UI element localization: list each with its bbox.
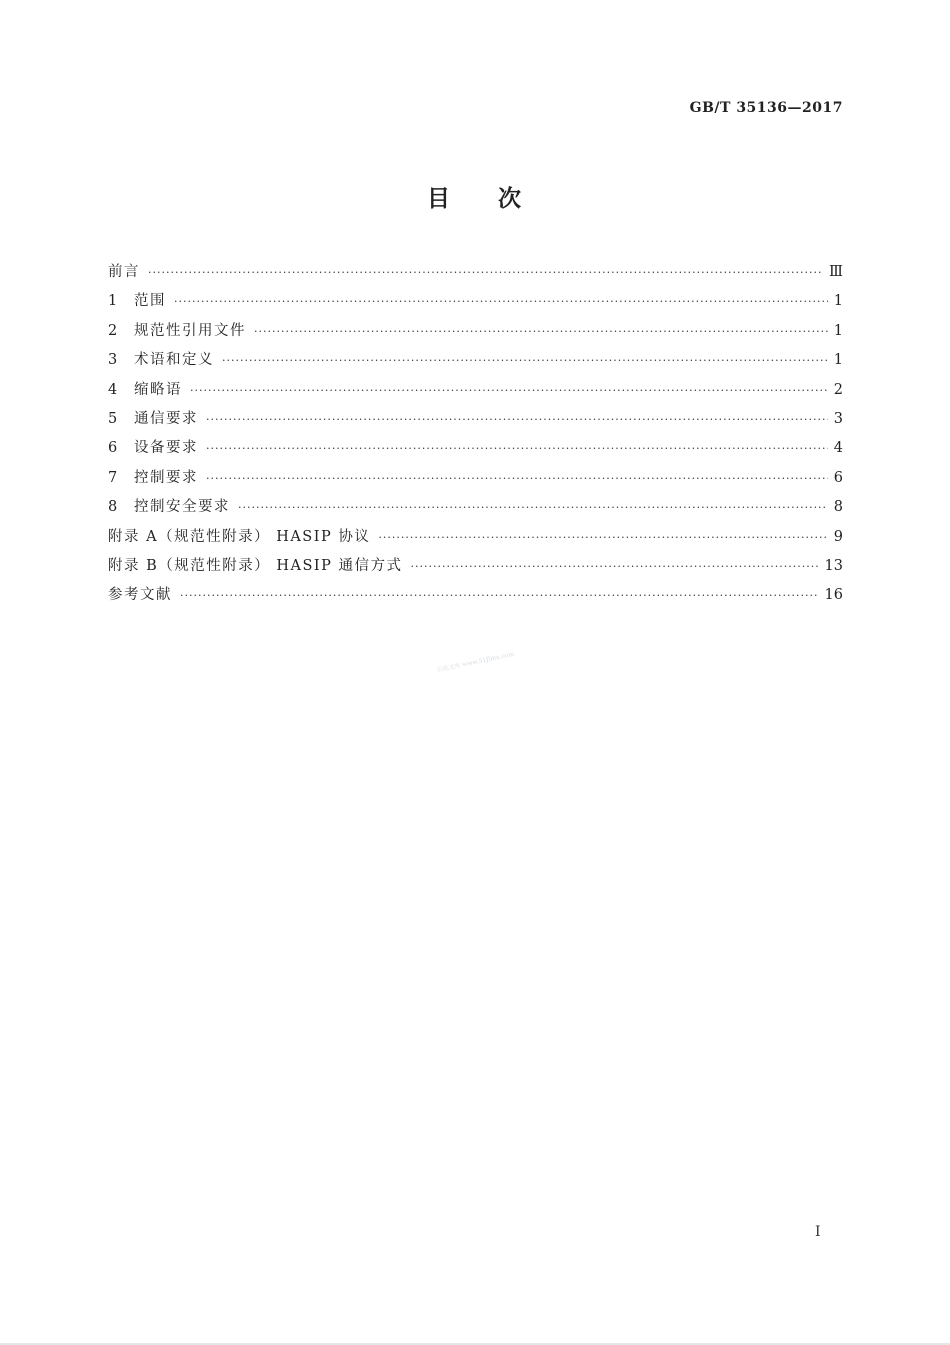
dot-leader (254, 317, 828, 346)
toc-entry-page: 1 (833, 293, 843, 310)
toc-entry-number: 8 (108, 499, 118, 516)
toc-entry-label: 参考文献 (108, 587, 172, 604)
dot-leader (206, 434, 828, 463)
page-number: I (815, 1224, 821, 1240)
dot-leader (206, 405, 828, 434)
dot-leader (148, 258, 823, 287)
toc-entry-page: 9 (833, 528, 843, 545)
toc-entry-number: 6 (108, 440, 118, 457)
toc-entry-label: 范围 (134, 293, 166, 310)
toc-entry-annex-b[interactable] (108, 552, 843, 581)
document-code: GB/T 35136—2017 (689, 100, 843, 116)
toc-entry-page: 2 (833, 381, 843, 398)
dot-leader (411, 552, 819, 581)
toc-entry-page: 16 (824, 587, 843, 604)
watermark: 石化文库 www.51Jlmu.com (436, 650, 515, 674)
toc-entry-label: 控制安全要求 (134, 499, 230, 516)
toc-entry-preface[interactable] (108, 258, 843, 287)
toc-entry-annex-a[interactable] (108, 523, 843, 552)
dot-leader (190, 376, 828, 405)
toc-entry-page: 6 (833, 469, 843, 486)
toc-entry-label: 设备要求 (134, 440, 198, 457)
toc-entry-terms-definitions[interactable] (108, 346, 843, 375)
dot-leader (238, 493, 828, 522)
toc-entry-page: Ⅲ (829, 264, 843, 280)
dot-leader (378, 523, 827, 552)
toc-entry-label: 附录 A（规范性附录） HASIP 协议 (108, 528, 371, 545)
table-of-contents (108, 258, 843, 611)
toc-entry-bibliography[interactable] (108, 581, 843, 610)
toc-entry-label: 附录 B（规范性附录） HASIP 通信方式 (108, 557, 403, 574)
toc-entry-number: 2 (108, 322, 118, 339)
toc-entry-number: 3 (108, 352, 118, 369)
toc-entry-page: 1 (833, 322, 843, 339)
toc-entry-label: 术语和定义 (134, 352, 214, 369)
toc-entry-control-requirements[interactable] (108, 464, 843, 493)
toc-entry-abbreviations[interactable] (108, 376, 843, 405)
dot-leader (222, 346, 828, 375)
toc-entry-communication-requirements[interactable] (108, 405, 843, 434)
toc-entry-label: 通信要求 (134, 410, 198, 427)
toc-entry-page: 3 (833, 410, 843, 427)
toc-entry-page: 4 (833, 440, 843, 457)
toc-entry-page: 1 (833, 352, 843, 369)
toc-title-char-1: 目 (427, 186, 452, 212)
toc-title-char-2: 次 (498, 186, 523, 212)
toc-entry-device-requirements[interactable] (108, 434, 843, 463)
toc-entry-label: 缩略语 (134, 381, 182, 398)
dot-leader (174, 287, 828, 316)
toc-entry-label: 控制要求 (134, 469, 198, 486)
toc-entry-page: 13 (824, 557, 843, 574)
toc-entry-page: 8 (833, 499, 843, 516)
dot-leader (180, 581, 819, 610)
toc-entry-control-safety-requirements[interactable] (108, 493, 843, 522)
toc-title (0, 180, 950, 213)
toc-entry-normative-references[interactable] (108, 317, 843, 346)
toc-entry-scope[interactable] (108, 287, 843, 316)
toc-entry-number: 7 (108, 469, 118, 486)
toc-entry-number: 4 (108, 381, 118, 398)
toc-entry-label: 前言 (108, 264, 140, 280)
toc-entry-number: 5 (108, 410, 118, 427)
dot-leader (206, 464, 828, 493)
toc-entry-label: 规范性引用文件 (134, 322, 246, 339)
toc-entry-number: 1 (108, 293, 118, 310)
